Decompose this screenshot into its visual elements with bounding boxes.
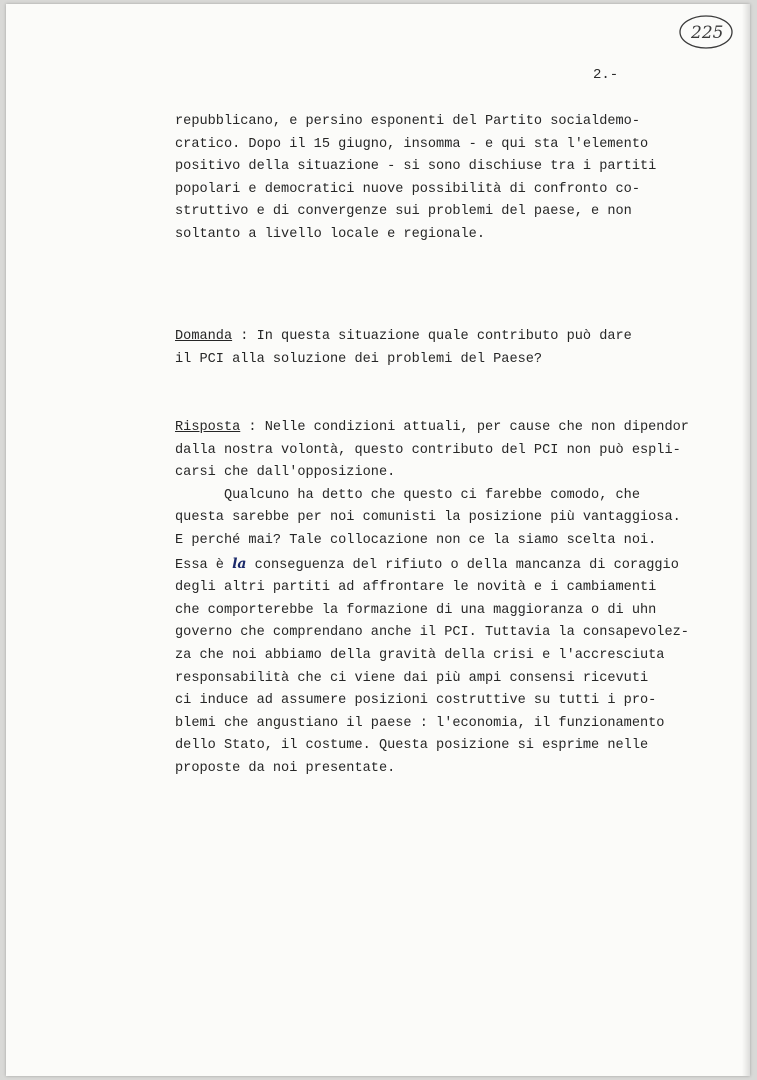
answer-line: dalla nostra volontà, questo contributo del PCI non può espli- bbox=[175, 442, 681, 458]
question-paragraph bbox=[175, 326, 755, 371]
answer-line: carsi che dall'opposizione. bbox=[175, 465, 396, 481]
intro-paragraph bbox=[175, 111, 755, 247]
answer-line: Qualcuno ha detto che questo ci farebbe comodo, che bbox=[175, 487, 640, 503]
archive-number: 225 bbox=[691, 23, 724, 43]
answer-line: che comporterebbe la formazione di una maggioranza o di uhn bbox=[175, 602, 657, 618]
answer-line: dello Stato, il costume. Questa posizione si esprime nelle bbox=[175, 738, 649, 754]
intro-line: struttivo e di convergenze sui problemi del paese, e non bbox=[175, 204, 632, 220]
answer-line: blemi che angustiano il paese : l'economia, il funzionamento bbox=[175, 715, 665, 731]
answer-line: questa sarebbe per noi comunisti la posizione più vantaggiosa. bbox=[175, 510, 681, 526]
answer-paragraph bbox=[175, 417, 755, 781]
answer-line bbox=[175, 417, 755, 440]
page-number: 2.- bbox=[593, 67, 619, 83]
answer-line: governo che comprendano anche il PCI. Tuttavia la consapevolez- bbox=[175, 625, 689, 641]
correction-prefix: Essa è bbox=[175, 557, 233, 573]
intro-line: popolari e democratici nuove possibilità di confronto co- bbox=[175, 181, 640, 197]
archive-number-stamp bbox=[678, 12, 734, 52]
question-text: : In questa situazione quale contributo può dare bbox=[232, 329, 632, 344]
correction-rest: conseguenza del rifiuto o della mancanza di coraggio bbox=[246, 557, 679, 573]
question-label: Domanda bbox=[175, 329, 233, 344]
intro-line: cratico. Dopo il 15 giugno, insomma - e qui sta l'elemento bbox=[175, 136, 649, 152]
answer-line: proposte da noi presentate. bbox=[175, 760, 396, 776]
handwritten-correction: la bbox=[232, 555, 247, 572]
intro-line: soltanto a livello locale e regionale. bbox=[175, 226, 485, 242]
answer-line: E perché mai? Tale collocazione non ce la siamo scelta noi. bbox=[175, 532, 657, 548]
question-line bbox=[175, 326, 755, 349]
answer-correction-line bbox=[175, 553, 755, 578]
document-page bbox=[6, 4, 750, 1076]
answer-line: za che noi abbiamo della gravità della crisi e l'accresciuta bbox=[175, 647, 665, 663]
question-line: il PCI alla soluzione dei problemi del Paese? bbox=[175, 351, 543, 367]
answer-line: responsabilità che ci viene dai più ampi consensi ricevuti bbox=[175, 670, 649, 686]
intro-line: repubblicano, e persino esponenti del Partito socialdemo- bbox=[175, 114, 640, 129]
intro-line: positivo della situazione - si sono dischiuse tra i partiti bbox=[175, 159, 657, 175]
answer-line: ci induce ad assumere posizioni costruttive su tutti i pro- bbox=[175, 693, 657, 709]
answer-line: degli altri partiti ad affrontare le novità e i cambiamenti bbox=[175, 580, 657, 596]
answer-label: Risposta bbox=[175, 420, 241, 435]
answer-text: : Nelle condizioni attuali, per cause che non dipendor bbox=[240, 420, 689, 435]
